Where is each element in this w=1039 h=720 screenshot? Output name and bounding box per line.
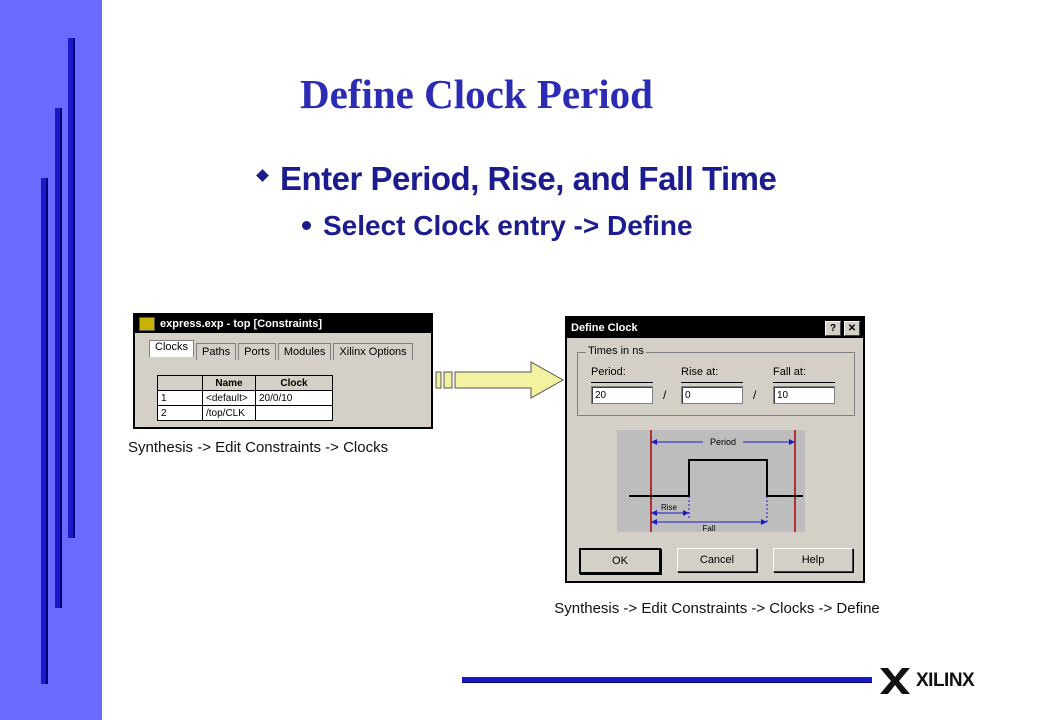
bullet-main — [258, 160, 776, 198]
tab-modules[interactable]: Modules — [278, 343, 332, 360]
separator-1: / — [663, 388, 667, 402]
row-number: 2 — [158, 406, 203, 421]
table-row[interactable] — [158, 391, 333, 406]
row-name-cell[interactable]: /top/CLK — [203, 406, 256, 421]
constraints-window — [133, 313, 433, 429]
diagram-period-label: Period — [709, 437, 737, 447]
fall-field[interactable]: 10 — [773, 386, 835, 404]
constraints-titlebar — [135, 315, 431, 333]
period-underline — [591, 382, 653, 383]
tab-xilinx-options[interactable]: Xilinx Options — [333, 343, 412, 360]
times-group-label: Times in ns — [588, 345, 644, 357]
titlebar-buttons — [825, 321, 863, 336]
fall-underline — [773, 382, 835, 383]
clock-waveform-diagram — [617, 430, 805, 532]
tab-paths[interactable]: Paths — [196, 343, 236, 360]
constraints-title: express.exp - top [Constraints] — [160, 318, 322, 330]
constraints-tabs — [149, 343, 415, 360]
diagram-rise-label: Rise — [660, 503, 678, 512]
slide-title: Define Clock Period — [300, 71, 653, 117]
sidebar-band — [0, 0, 102, 720]
period-field[interactable]: 20 — [591, 386, 653, 404]
tab-clocks[interactable]: Clocks — [149, 340, 194, 357]
constraints-caption: Synthesis -> Edit Constraints -> Clocks — [128, 439, 389, 456]
cancel-button[interactable]: Cancel — [677, 548, 757, 572]
times-group — [577, 345, 855, 416]
col-header-name[interactable]: Name — [203, 376, 256, 391]
help-button[interactable]: Help — [773, 548, 853, 572]
logo-text: XILINX — [916, 670, 975, 691]
grid-header-row — [158, 376, 333, 391]
row-clock-cell[interactable] — [256, 406, 333, 421]
dialog-titlebar — [567, 318, 863, 338]
help-icon[interactable]: ? — [825, 321, 841, 336]
close-icon[interactable]: ✕ — [844, 321, 860, 336]
dot-bullet-icon — [302, 221, 311, 230]
fall-label: Fall at: — [773, 366, 807, 378]
app-icon — [139, 317, 155, 331]
diamond-bullet-icon — [256, 169, 269, 182]
row-clock-cell[interactable]: 20/0/10 — [256, 391, 333, 406]
clocks-grid — [157, 375, 333, 421]
bullet-sub-text: Select Clock entry -> Define — [323, 210, 693, 241]
row-number: 1 — [158, 391, 203, 406]
diagram-fall-label: Fall — [702, 524, 716, 532]
grid-corner — [158, 376, 203, 391]
rise-underline — [681, 382, 743, 383]
dialog-title: Define Clock — [571, 322, 638, 334]
bullet-sub — [302, 210, 693, 242]
define-caption: Synthesis -> Edit Constraints -> Clocks -> Define — [554, 600, 880, 617]
waveform-svg — [617, 430, 805, 532]
rise-label: Rise at: — [681, 366, 719, 378]
right-arrow-icon — [435, 360, 565, 402]
rise-field[interactable]: 0 — [681, 386, 743, 404]
tab-ports[interactable]: Ports — [238, 343, 276, 360]
xilinx-mark-icon — [878, 666, 912, 696]
col-header-clock[interactable]: Clock — [256, 376, 333, 391]
bullet-main-text: Enter Period, Rise, and Fall Time — [280, 160, 777, 197]
period-label: Period: — [591, 366, 626, 378]
define-clock-dialog — [565, 316, 865, 583]
xilinx-logo — [878, 666, 974, 696]
decor-bar-2 — [55, 108, 62, 608]
separator-2: / — [753, 388, 757, 402]
ok-button[interactable]: OK — [579, 548, 661, 574]
table-row[interactable] — [158, 406, 333, 421]
row-name-cell[interactable]: <default> — [203, 391, 256, 406]
decor-bar-3 — [41, 178, 48, 684]
decor-bar-1 — [68, 38, 75, 538]
footer-rule — [462, 677, 872, 683]
